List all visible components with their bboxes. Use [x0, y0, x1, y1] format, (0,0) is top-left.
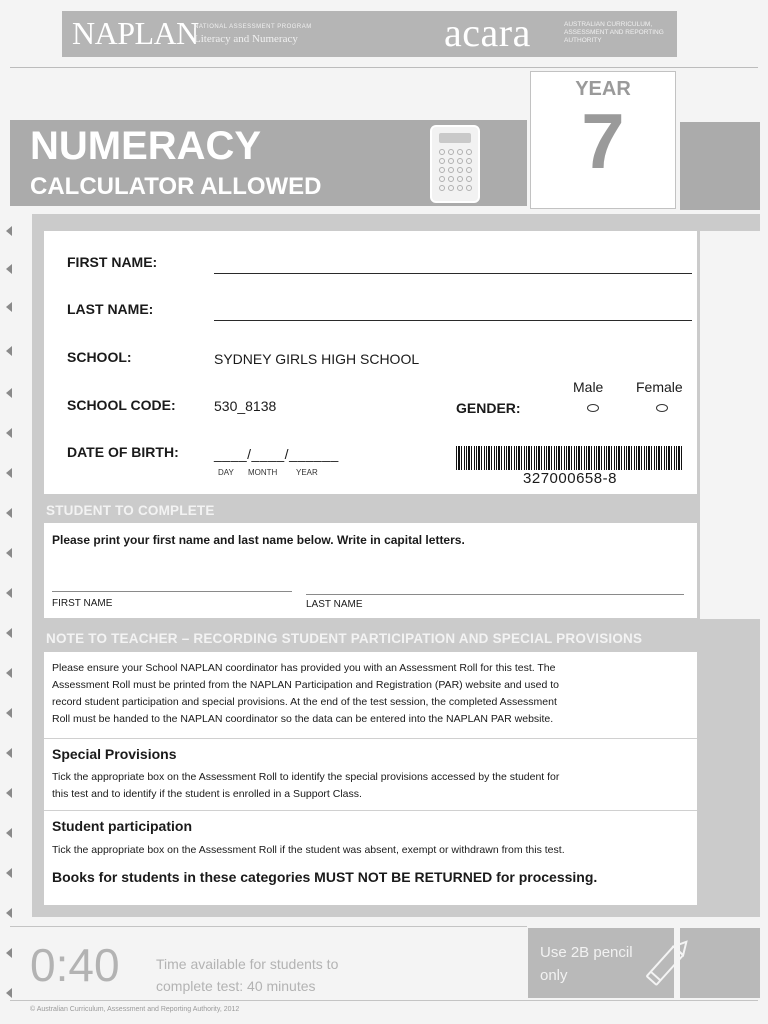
pencil-notice-text: Use 2B pencil only	[540, 944, 633, 984]
binding-mark	[6, 866, 14, 880]
dob-field[interactable]: ____/____/______	[214, 446, 339, 462]
note-divider	[44, 738, 697, 739]
teacher-note-paragraph: Please ensure your School NAPLAN coordinator has provided you with an Assessment Roll for this test. The Assessment Roll must be printed from the NAPLAN Participation and Registration (PAR) website and used to record student participation and special provisions. At the end of the test session, the completed Assessment Roll must be handed to the NAPLAN coordinator so the data can be entered into the NAPLAN PAR website.	[52, 662, 559, 725]
binding-mark	[6, 586, 14, 600]
binding-mark	[6, 946, 14, 960]
binding-mark	[6, 426, 14, 440]
dob-day-caption: DAY	[218, 468, 234, 477]
panel-side-strip	[697, 619, 760, 917]
year-number: 7	[581, 97, 625, 185]
barcode	[456, 446, 684, 470]
print-first-name-line[interactable]	[52, 591, 292, 592]
gender-label: GENDER:	[456, 400, 521, 416]
last-name-label: LAST NAME:	[67, 301, 154, 317]
binding-mark	[6, 666, 14, 680]
binding-mark	[6, 466, 14, 480]
dob-year-caption: YEAR	[296, 468, 318, 477]
school-code-label: SCHOOL CODE:	[67, 397, 176, 413]
student-section-heading: STUDENT TO COMPLETE	[46, 503, 215, 518]
binding-mark	[6, 906, 14, 920]
time-allowed: 0:40	[30, 939, 120, 991]
first-name-label: FIRST NAME:	[67, 254, 158, 270]
calculator-icon	[430, 125, 480, 203]
binding-mark	[6, 386, 14, 400]
time-description: Time available for students to complete test: 40 minutes	[156, 956, 339, 994]
binding-mark	[6, 506, 14, 520]
year-label: YEAR	[575, 78, 631, 100]
school-code-value: 530_8138	[214, 398, 277, 414]
footer-bottom-divider	[10, 1000, 758, 1001]
binding-mark	[6, 300, 14, 314]
pencil-icon	[636, 930, 700, 996]
binding-mark	[6, 224, 14, 238]
student-participation-text: Tick the appropriate box on the Assessment Roll if the student was absent, exempt or withdrawn from this test.	[52, 844, 565, 856]
gender-female-label: Female	[636, 379, 683, 395]
binding-mark	[6, 826, 14, 840]
first-name-line[interactable]	[214, 273, 692, 274]
binding-mark	[6, 706, 14, 720]
special-provisions-heading: Special Provisions	[52, 746, 177, 762]
page-title: NUMERACY	[30, 124, 262, 168]
panel-margin	[700, 231, 760, 619]
student-instruction: Please print your first name and last name below. Write in capital letters.	[52, 533, 465, 547]
naplan-subtitle: Literacy and Numeracy	[194, 33, 298, 45]
teacher-note-heading: NOTE TO TEACHER – RECORDING STUDENT PARTICIPATION AND SPECIAL PROVISIONS	[46, 631, 643, 646]
binding-mark	[6, 344, 14, 358]
special-provisions-text: Tick the appropriate box on the Assessment Roll to identify the special provisions accessed by the student for this test and to identify if the student is enrolled in a Support Class.	[52, 771, 560, 800]
binding-mark	[6, 986, 14, 1000]
copyright: © Australian Curriculum, Assessment and Reporting Authority, 2012	[30, 1006, 240, 1013]
note-divider	[44, 810, 697, 811]
page-subtitle: CALCULATOR ALLOWED	[30, 173, 322, 200]
binding-mark	[6, 546, 14, 560]
barcode-number: 327000658-8	[523, 470, 617, 487]
print-last-name-line[interactable]	[306, 594, 684, 595]
school-value: SYDNEY GIRLS HIGH SCHOOL	[214, 351, 420, 367]
gender-female-bubble[interactable]	[656, 404, 668, 412]
naplan-logo: NAPLAN	[72, 15, 199, 51]
binding-mark	[6, 786, 14, 800]
print-first-name-caption: FIRST NAME	[52, 598, 113, 609]
gender-male-bubble[interactable]	[587, 404, 599, 412]
dob-label: DATE OF BIRTH:	[67, 444, 179, 460]
last-name-line[interactable]	[214, 320, 692, 321]
return-warning: Books for students in these categories MUST NOT BE RETURNED for processing.	[52, 869, 598, 885]
naplan-program-text: NATIONAL ASSESSMENT PROGRAM	[194, 24, 312, 30]
dob-month-caption: MONTH	[248, 468, 278, 477]
print-last-name-caption: LAST NAME	[306, 599, 363, 610]
acara-logo: acara	[444, 10, 531, 55]
acara-tagline: AUSTRALIAN CURRICULUM, ASSESSMENT AND REPORTING AUTHORITY	[564, 21, 664, 44]
binding-mark	[6, 626, 14, 640]
header-divider	[10, 67, 758, 68]
binding-mark	[6, 746, 14, 760]
binding-mark	[6, 262, 14, 276]
title-band-right	[680, 122, 760, 210]
school-label: SCHOOL:	[67, 349, 132, 365]
gender-male-label: Male	[573, 379, 604, 395]
student-participation-heading: Student participation	[52, 818, 192, 834]
footer-divider	[10, 926, 527, 927]
